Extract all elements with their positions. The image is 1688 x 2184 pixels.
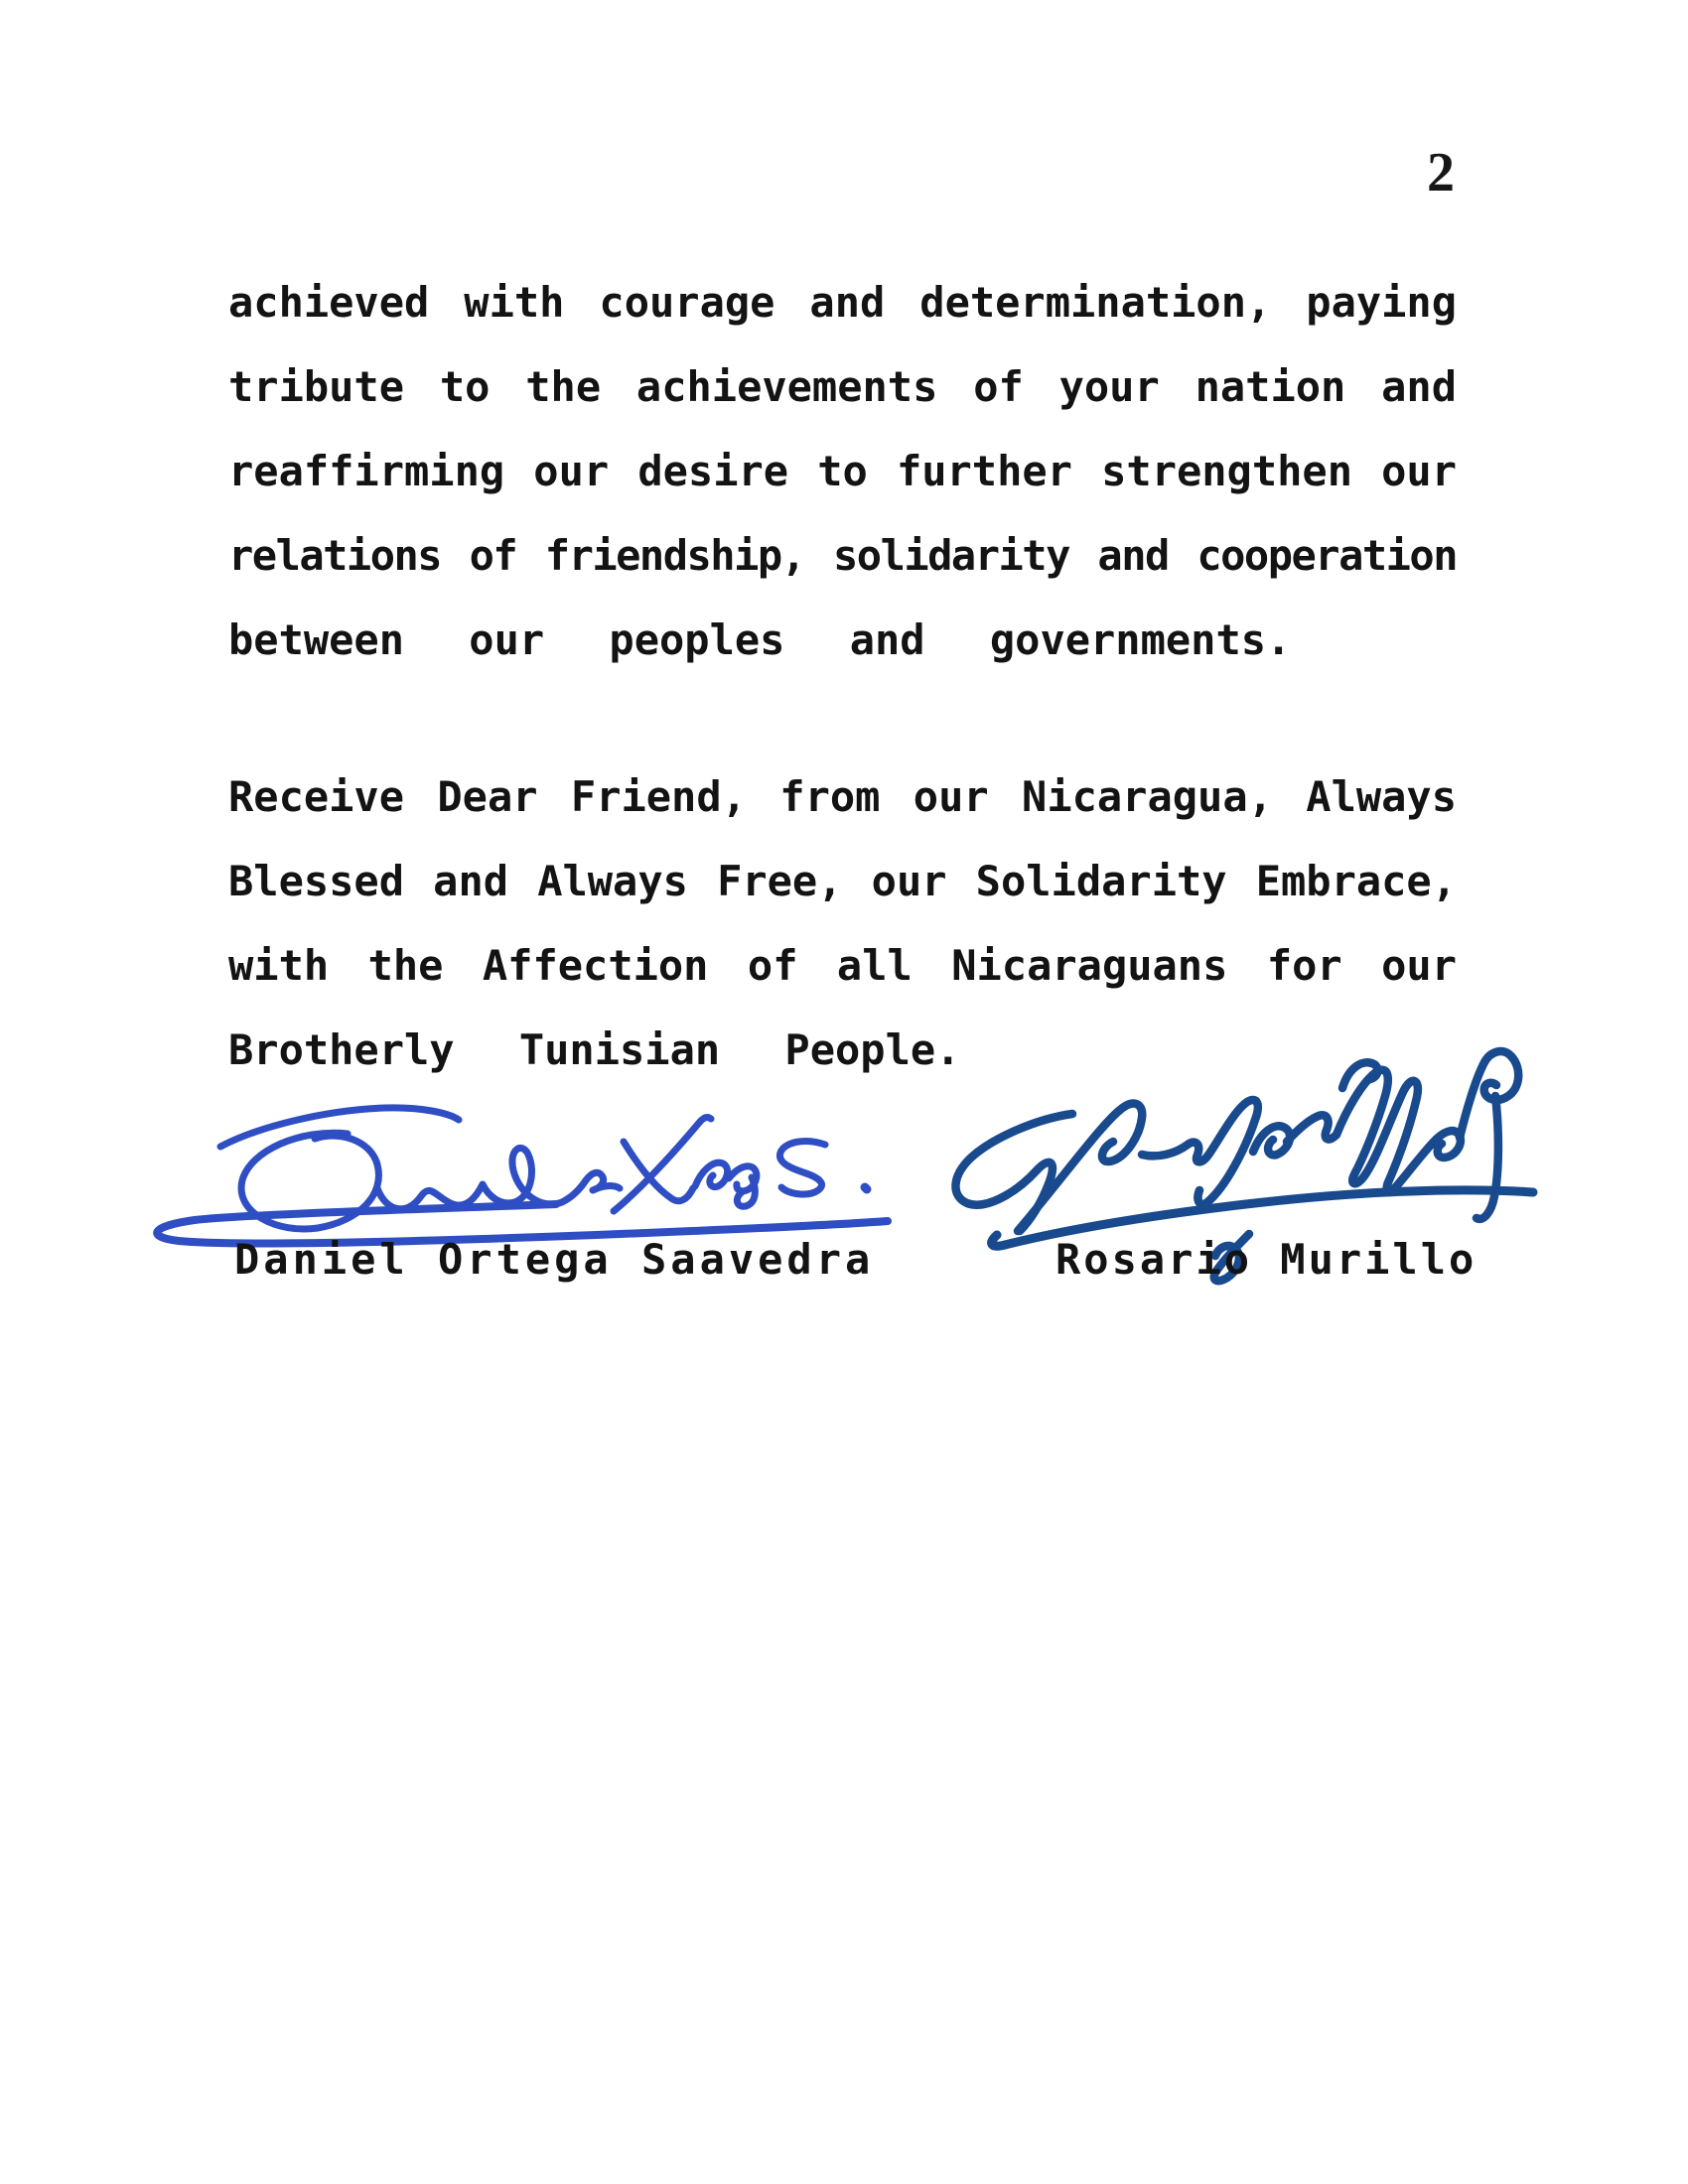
signature-stroke [865, 1187, 867, 1189]
signature-stroke [695, 1162, 757, 1206]
signature-stroke [955, 1114, 1072, 1231]
signature-stroke [624, 1142, 693, 1201]
signature-stroke [1460, 1051, 1518, 1219]
text-line: Blessed and Always Free, our Solidarity Embrace, [228, 857, 1457, 905]
signature-stroke [1253, 1115, 1336, 1155]
text-line: with the Affection of all Nicaraguans for our [228, 941, 1457, 990]
signature-stroke [779, 1142, 825, 1194]
signature-stroke [220, 1108, 459, 1147]
signature-stroke [1018, 1100, 1258, 1231]
paragraph-2 [228, 754, 1457, 1092]
signature-stroke [614, 1118, 711, 1211]
text-line: Brotherly Tunisian People. [228, 1025, 961, 1074]
signature-stroke [241, 1133, 378, 1229]
text-line: reaffirming our desire to further strengthen our [228, 447, 1457, 495]
text-line: tribute to the achievements of your nation and [228, 362, 1457, 411]
page-number: 2 [1427, 142, 1455, 204]
signer-name-daniel-ortega: Daniel Ortega Saavedra [234, 1235, 875, 1284]
text-line: relations of friendship, solidarity and cooperation [228, 531, 1457, 580]
text-line: Receive Dear Friend, from our Nicaragua, Always [228, 772, 1457, 821]
signer-name-rosario-murillo: Rosario Murillo [1055, 1235, 1477, 1284]
signature-stroke [377, 1148, 620, 1208]
paragraph-1 [228, 260, 1457, 682]
text-line: achieved with courage and determination, paying [228, 278, 1457, 327]
text-line: between our peoples and governments. [228, 615, 1292, 664]
